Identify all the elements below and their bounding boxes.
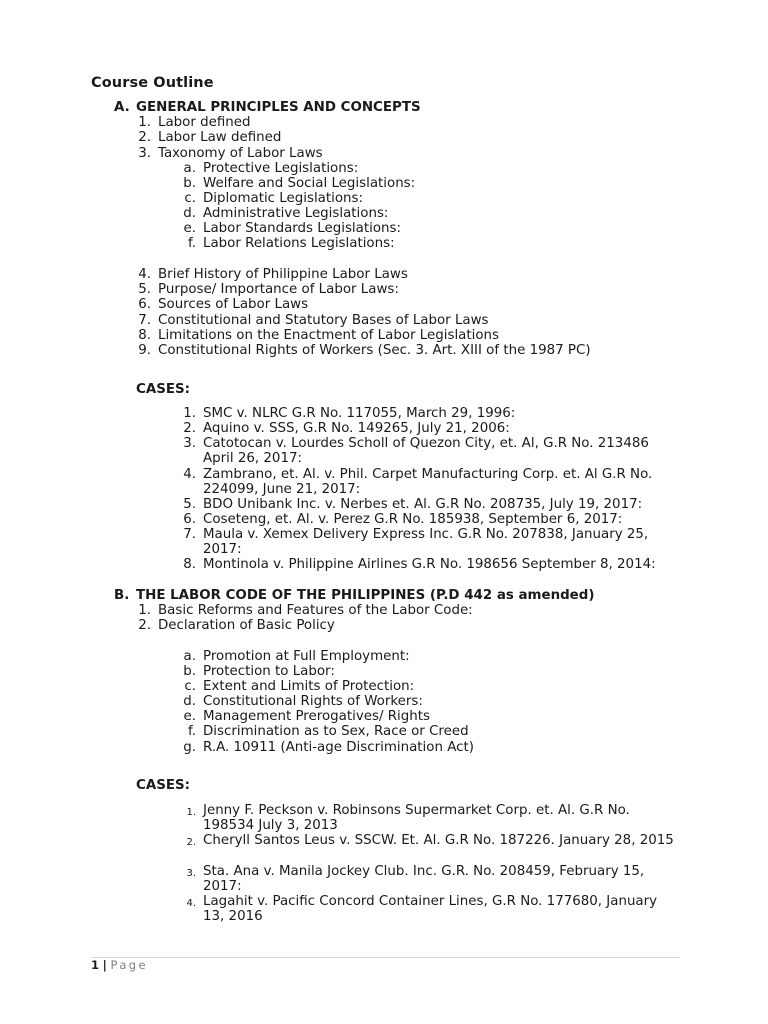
cases-label: CASES: (136, 778, 190, 793)
footer-separator: | (102, 958, 107, 972)
section-a-title: GENERAL PRINCIPLES AND CONCEPTS (136, 100, 421, 115)
section-b-letter: B. (114, 588, 130, 603)
page-footer (91, 958, 148, 972)
section-b-heading (114, 588, 594, 604)
cases-label: CASES: (136, 382, 190, 397)
page-number: 1 (91, 958, 100, 972)
footer-divider (91, 957, 680, 958)
section-a-letter: A. (114, 100, 130, 115)
page-title: Course Outline (91, 75, 214, 91)
page-label: Page (110, 958, 148, 972)
section-a-heading (114, 100, 421, 116)
document-page: Course Outline A. GENERAL PRINCIPLES AND CONCEPTS 1. Labor defined 2. Labor Law defined 3. Taxonomy of Labor Laws a. Protective Legislations: b. Welfare and Social Legislations: c. Diplomatic Legislations: d. Administrative Legislations: e. Labor Standards Legislations: f. Labor Relations Legislations: 4. Brief History of Philippine Labor Laws 5. Purpose/ Importance of Labor Laws: 6. Sources of Labor Laws 7. Constitutional and Statutory Bases of Labor Laws 8. Limitations on the Enactment of Labor Legislations 9. Constitutional Rights of Workers (Sec. 3. Art. XIII of the 1987 PC) CASES: 1. SMC v. NLRC G.R No. 117055, March 29, 1996: 2. Aquino v. SSS, G.R No. 149265, July 21, 2006: 3. Catotocan v. Lourdes Scholl of Quezon City, et. Al, G.R No. 213486 April 26, 2017: 4. Zambrano, et. Al. v. Phil. Carpet Manufacturing Corp. et. Al G.R No. 224099, June 21, 2017: 5. BDO Unibank Inc. v. Nerbes et. Al. G.R No. 208735, July 19, 2017: 6. Coseteng, et. Al. v. Perez G.R No. 185938, September 6, 2017: 7. Maula v. Xemex Delivery Express Inc. G.R No. 207838, January 25, 2017: 8. Montinola v. Philippine Airlines G.R No. 198656 September 8, 2014: B. THE LABOR CODE OF THE PHILIPPINES (P.D 442 as amended) 1. Basic Reforms and Features of the Labor Code: 2. Declaration of Basic Policy a. Promotion at Full Employment: b. Protection to Labor: c. Extent and Limits of Protection: d. Constitutional Rights of Workers: e. Management Prerogatives/ Rights f. Discrimination as to Sex, Race or Creed g. R.A. 10911 (Anti-age Discrimination Act) CASES: 1. Jenny F. Peckson v. Robinsons Supermarket Corp. et. Al. G.R No. 198534 July 3, 2013 2. Cheryll Santos Leus v. SSCW. Et. Al. G.R No. 187226. January 28, 2015 3. Sta. Ana v. Manila Jockey Club. Inc. G.R. No. 208459, February 15, 2017: 4. Lagahit v. Pacific Concord Container Lines, G.R No. 177680, January 13, 2016 1 | Page (0, 0, 768, 1024)
section-b-title: THE LABOR CODE OF THE PHILIPPINES (P.D 442 as amended) (136, 588, 595, 603)
